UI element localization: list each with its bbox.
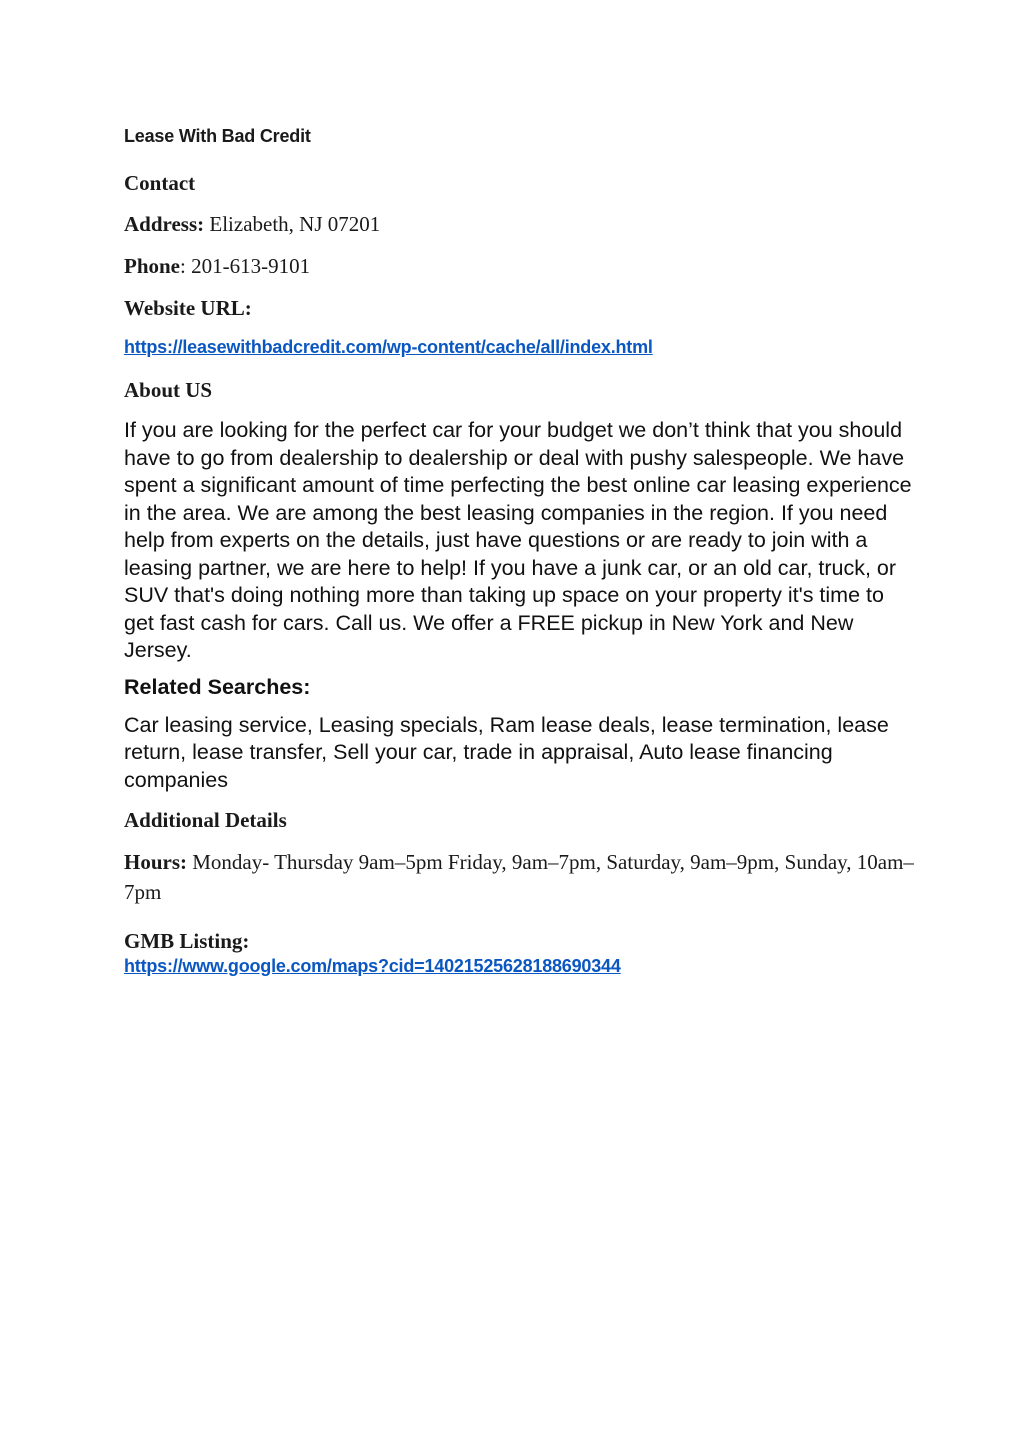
additional-details-heading: Additional Details [124, 808, 287, 832]
hours-value: Monday- Thursday 9am–5pm Friday, 9am–7pm, Saturday, 9am–9pm, Sunday, 10am–7pm [124, 850, 914, 904]
related-searches-paragraph: Car leasing service, Leasing specials, Ram lease deals, lease termination, lease return, lease transfer, Sell your car, trade in appraisal, Auto lease financing companies [124, 712, 889, 792]
about-heading: About US [124, 378, 213, 402]
hours-label: Hours: [124, 850, 187, 874]
gmb-link-row [124, 956, 914, 977]
gmb-link[interactable]: https://www.google.com/maps?cid=14021525628188690344 [124, 956, 621, 976]
phone-line [124, 254, 914, 279]
document-title: Lease With Bad Credit [124, 126, 311, 146]
gmb-listing-label: GMB Listing: [124, 929, 250, 953]
phone-value: : 201-613-9101 [180, 254, 311, 278]
about-paragraph: If you are looking for the perfect car for your budget we don’t think that you should have to go from dealership to dealership or deal with pushy salespeople. We have spent a significant amount of time perfecting the best online car leasing experience in the area. We are among the best leasing companies in the region. If you need help from experts on the details, just have questions or are ready to join with a leasing partner, we are here to help! If you have a junk car, or an old car, truck, or SUV that's doing nothing more than taking up space on your property it's time to get fast cash for cars. Call us. We offer a FREE pickup in New York and New Jersey. [124, 418, 912, 662]
phone-label: Phone [124, 254, 181, 278]
website-link-row [124, 337, 914, 358]
document-page [124, 126, 914, 977]
hours-line [124, 847, 914, 907]
address-value: Elizabeth, NJ 07201 [204, 212, 381, 236]
related-searches-heading: Related Searches: [124, 674, 311, 699]
address-line [124, 212, 914, 237]
website-heading: Website URL: [124, 296, 252, 320]
website-link[interactable]: https://leasewithbadcredit.com/wp-content/cache/all/index.html [124, 337, 653, 357]
contact-heading: Contact [124, 171, 196, 195]
address-label: Address: [124, 212, 205, 236]
